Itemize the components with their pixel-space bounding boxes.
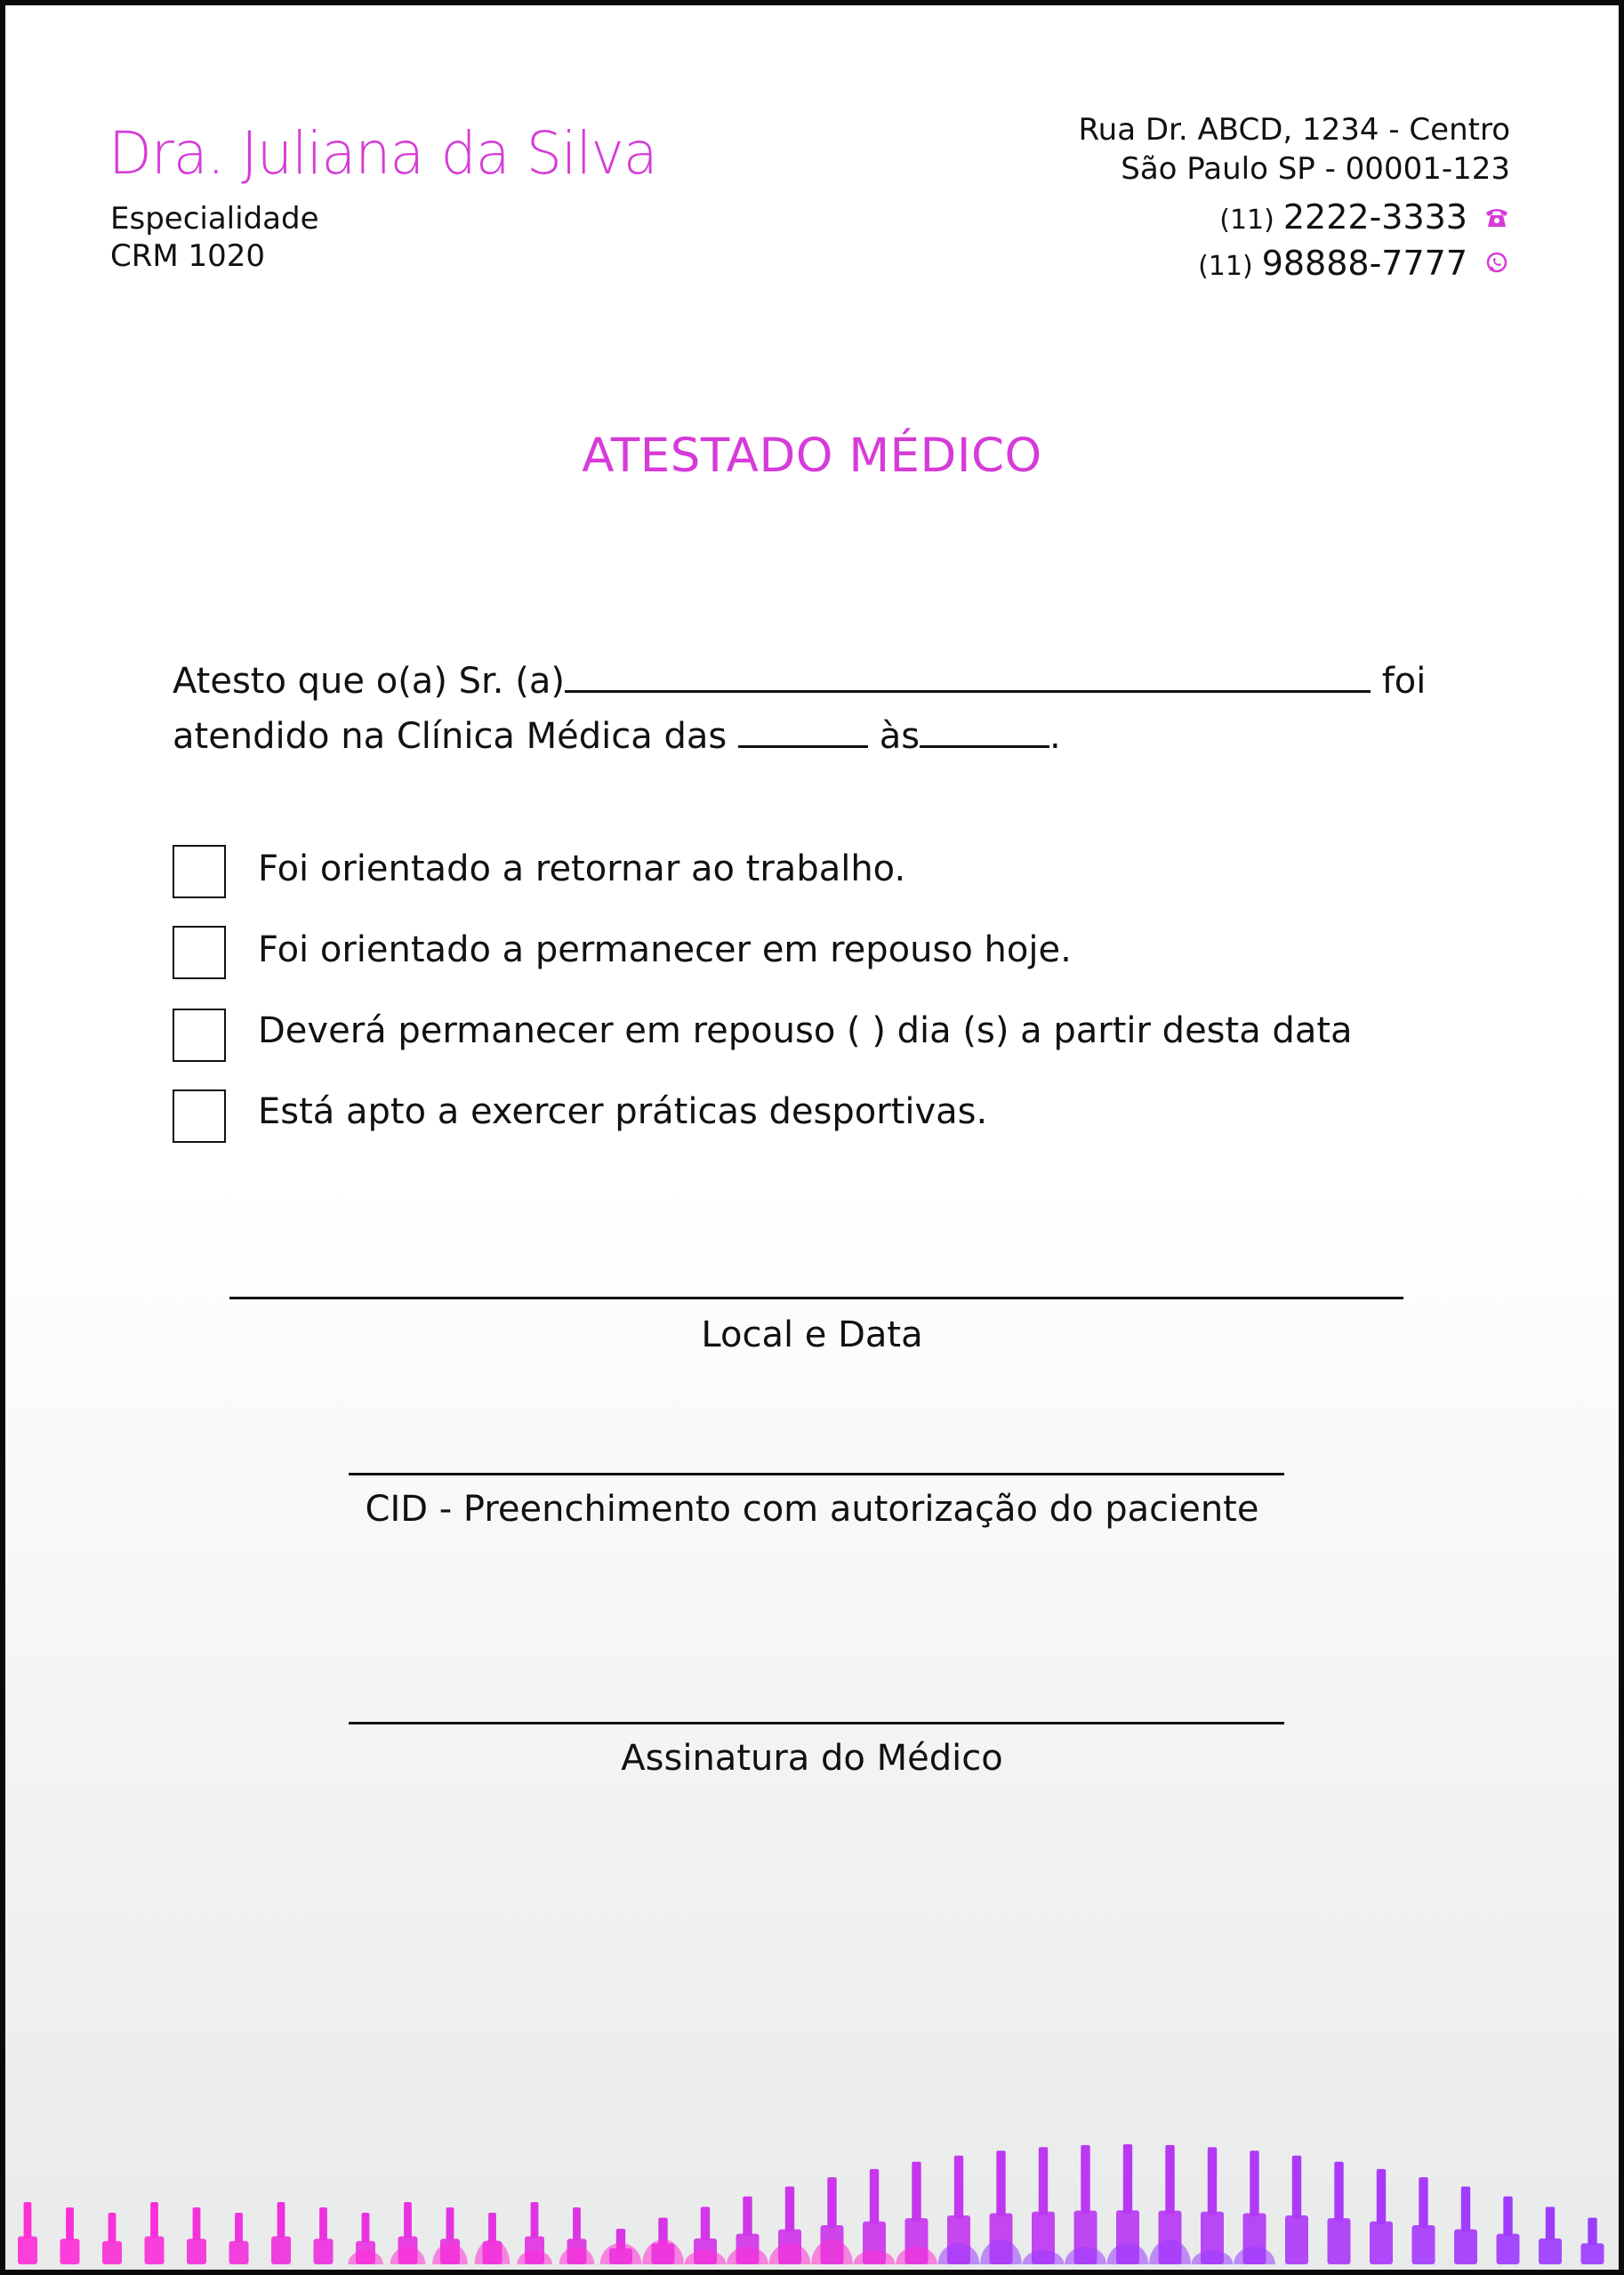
decorative-vial	[1581, 2218, 1604, 2264]
decorative-vial	[811, 2177, 853, 2264]
decorative-vial	[1328, 2162, 1351, 2264]
statement-as: às	[879, 716, 921, 757]
option-sports-fit: Está apto a exercer práticas desportivas.	[258, 1091, 988, 1132]
statement-period: .	[1049, 716, 1061, 757]
local-date-line	[229, 1297, 1403, 1299]
whatsapp-icon	[1483, 250, 1510, 277]
decorative-vial	[18, 2202, 37, 2264]
decorative-vials-border	[11, 2131, 1624, 2264]
decorative-vial	[1065, 2145, 1106, 2264]
statement-patient-label: Atesto que o(a) Sr. (a)	[173, 661, 565, 702]
decorative-vial	[600, 2229, 642, 2264]
checkbox-sports-fit[interactable]	[173, 1089, 226, 1143]
decorative-vial	[938, 2156, 980, 2264]
decorative-vial	[1234, 2150, 1275, 2264]
decorative-vial	[102, 2213, 122, 2264]
option-return-to-work: Foi orientado a retornar ao trabalho.	[258, 848, 906, 889]
local-date-label: Local e Data	[701, 1314, 923, 1355]
decorative-vial	[1454, 2187, 1477, 2265]
decorative-vial	[1539, 2207, 1562, 2264]
decorative-vial	[229, 2213, 249, 2264]
decorative-vial	[517, 2202, 552, 2264]
decorative-vial	[271, 2202, 291, 2264]
checkbox-rest-days[interactable]	[173, 1009, 226, 1062]
decorative-vial	[390, 2202, 426, 2264]
decorative-vial	[1285, 2156, 1308, 2264]
address-line-2: São Paulo SP - 00001-123	[1121, 151, 1510, 187]
whatsapp-number: 98888-7777	[1261, 244, 1467, 283]
decorative-vial	[60, 2207, 80, 2264]
doctor-name: Dra. Juliana da Silva	[109, 119, 657, 188]
decorative-vial	[980, 2150, 1022, 2264]
time-to-blank	[920, 715, 1049, 748]
decorative-vial	[187, 2207, 206, 2264]
decorative-vial	[642, 2218, 684, 2264]
doctor-crm: CRM 1020	[110, 238, 266, 274]
decorative-vial	[348, 2213, 383, 2264]
time-from-blank	[738, 715, 868, 748]
doctor-signature-line	[349, 1722, 1284, 1724]
decorative-vial	[727, 2197, 768, 2264]
doctor-specialty: Especialidade	[110, 201, 319, 237]
decorative-vial	[854, 2169, 896, 2264]
decorative-vial	[314, 2207, 334, 2264]
whatsapp-area-code: (11)	[1198, 251, 1253, 282]
decorative-vial	[1023, 2147, 1065, 2264]
decorative-vial	[1107, 2144, 1149, 2264]
decorative-vial	[685, 2207, 727, 2264]
checkbox-rest-today[interactable]	[173, 926, 226, 979]
decorative-vial	[559, 2207, 595, 2264]
document-title: ATESTADO MÉDICO	[582, 429, 1042, 483]
phone-area-code: (11)	[1219, 205, 1274, 236]
decorative-vial	[1370, 2169, 1393, 2264]
doctor-signature-label: Assinatura do Médico	[621, 1738, 1003, 1779]
decorative-vial	[1412, 2177, 1435, 2264]
address-line-1: Rua Dr. ABCD, 1234 - Centro	[1078, 112, 1510, 148]
cid-line	[349, 1473, 1284, 1475]
decorative-vial	[1192, 2147, 1234, 2264]
phone-line	[1219, 197, 1510, 237]
decorative-vial	[1497, 2197, 1520, 2264]
cid-label: CID - Preenchimento com autorização do paciente	[365, 1489, 1259, 1530]
phone-number: 2222-3333	[1282, 197, 1467, 237]
decorative-vial	[1149, 2145, 1191, 2264]
statement-time-label: atendido na Clínica Médica das	[173, 716, 728, 757]
whatsapp-line	[1198, 244, 1510, 283]
decorative-vial	[896, 2162, 937, 2264]
decorative-vial	[769, 2187, 811, 2265]
statement-line-2	[173, 715, 1061, 757]
decorative-vial	[432, 2207, 468, 2264]
statement-line-1	[173, 660, 1426, 702]
statement-foi: foi	[1381, 661, 1427, 702]
decorative-vial	[145, 2202, 165, 2264]
decorative-vial	[475, 2213, 511, 2264]
telephone-icon	[1483, 204, 1510, 230]
option-rest-days: Deverá permanecer em repouso ( ) dia (s) a partir desta data	[258, 1010, 1353, 1051]
option-rest-today: Foi orientado a permanecer em repouso hoje.	[258, 929, 1072, 970]
patient-name-blank	[565, 660, 1371, 693]
checkbox-return-to-work[interactable]	[173, 845, 226, 898]
